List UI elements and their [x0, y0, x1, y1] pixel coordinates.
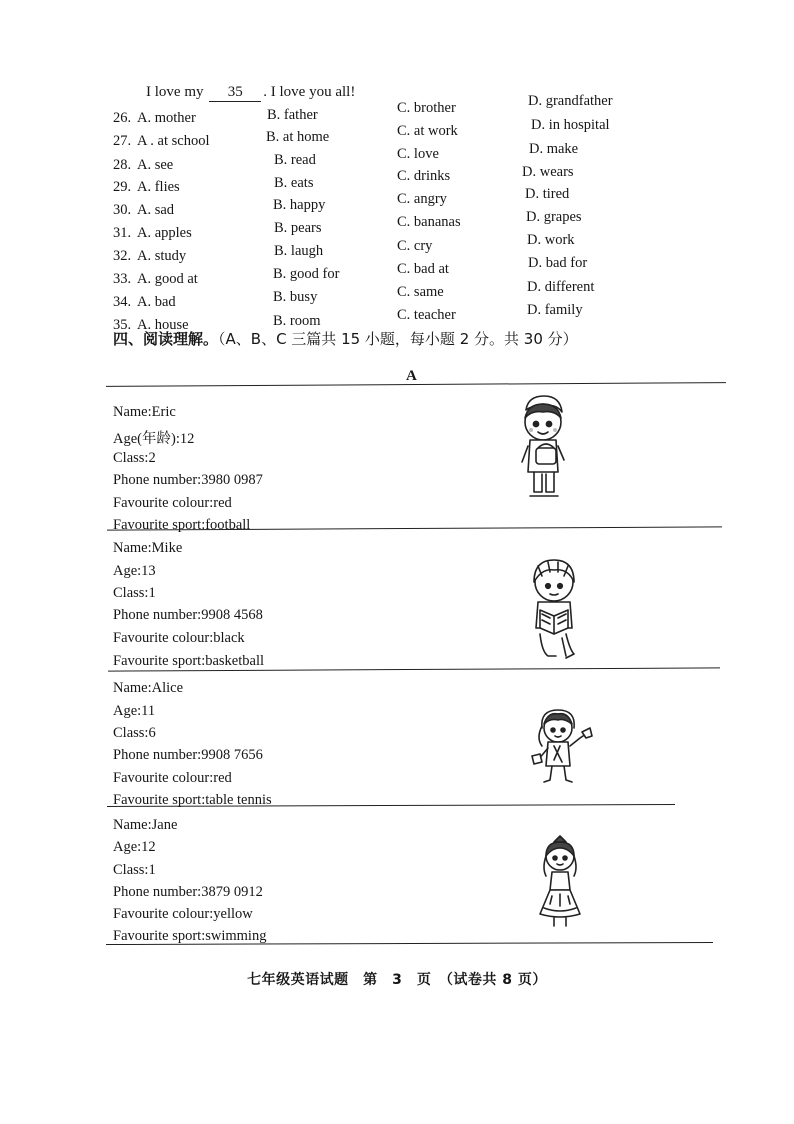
option-c: C. at work: [397, 123, 458, 139]
option-d: D. wears: [522, 164, 574, 180]
cloze-after: . I love you all!: [263, 84, 356, 100]
card-age: Age:13: [113, 563, 156, 579]
page-footer: 七年级英语试题 第 3 页 （试卷共 8 页）: [247, 972, 547, 988]
girl-dress-icon: [532, 834, 588, 930]
option-d: D. bad for: [528, 255, 588, 271]
option-b: B. pears: [274, 220, 322, 236]
option-a: A. study: [137, 248, 187, 264]
option-d: D. grapes: [526, 209, 582, 225]
section-instruction: （A、B、C 三篇共 15 小题，每小题 2 分。共 30 分）: [218, 330, 578, 348]
option-d: D. in hospital: [531, 117, 610, 133]
option-b: B. busy: [273, 289, 318, 305]
option-a: A. bad: [137, 294, 176, 310]
question-number: 26.: [113, 110, 132, 126]
option-c: C. cry: [397, 238, 433, 254]
option-a: A. sad: [137, 202, 175, 218]
option-d: D. grandfather: [528, 93, 613, 109]
option-c: C. love: [397, 146, 439, 162]
card-colour: Favourite colour:yellow: [113, 906, 253, 922]
option-b: B. eats: [274, 175, 314, 191]
option-a: A. see: [137, 157, 174, 173]
boy-with-bag-icon: [512, 392, 574, 502]
card-name: Name:Alice: [113, 680, 184, 696]
card-sport: Favourite sport:basketball: [113, 653, 265, 669]
option-b: B. happy: [273, 197, 326, 213]
option-c: C. brother: [397, 100, 456, 116]
card-colour: Favourite colour:red: [113, 495, 232, 511]
option-a: A. good at: [137, 271, 198, 287]
option-b: B. read: [274, 152, 316, 168]
card-colour: Favourite colour:red: [113, 770, 232, 786]
option-d: D. tired: [525, 186, 570, 202]
option-d: D. work: [527, 232, 575, 248]
question-number: 35.: [113, 317, 132, 333]
card-class: Class:6: [113, 725, 156, 741]
question-number: 30.: [113, 202, 132, 218]
option-c: C. teacher: [397, 307, 456, 323]
card-class: Class:2: [113, 450, 156, 466]
question-number: 33.: [113, 271, 132, 287]
section-header: [113, 328, 578, 349]
card-age: Age:11: [113, 703, 156, 719]
cloze-sentence: [146, 84, 355, 102]
card-phone: Phone number:3879 0912: [113, 884, 263, 900]
cloze-blank: 35: [209, 84, 261, 102]
option-b: B. father: [267, 107, 318, 123]
option-c: C. bananas: [397, 214, 461, 230]
cloze-before: I love my: [146, 84, 204, 100]
card-phone: Phone number:9908 7656: [113, 747, 263, 763]
question-number: 28.: [113, 157, 132, 173]
option-d: D. family: [527, 302, 583, 318]
question-number: 31.: [113, 225, 132, 241]
option-c: C. drinks: [397, 168, 451, 184]
section-title: 四、阅读理解。: [113, 330, 219, 348]
card-age: Age:12: [113, 839, 156, 855]
card-phone: Phone number:9908 4568: [113, 607, 263, 623]
card-sport: Favourite sport:football: [113, 517, 251, 533]
option-b: B. room: [273, 313, 321, 329]
option-c: C. same: [397, 284, 444, 300]
question-number: 32.: [113, 248, 132, 264]
card-age: Age(年龄):12: [113, 431, 195, 447]
card-colour: Favourite colour:black: [113, 630, 245, 646]
option-a: A. mother: [137, 110, 196, 126]
option-d: D. different: [527, 279, 595, 295]
option-b: B. at home: [266, 129, 330, 145]
card-class: Class:1: [113, 585, 156, 601]
passage-letter: A: [406, 368, 417, 384]
question-number: 27.: [113, 133, 132, 149]
option-a: A. house: [137, 317, 189, 333]
option-b: B. good for: [273, 266, 340, 282]
card-class: Class:1: [113, 862, 156, 878]
card-sport: Favourite sport:swimming: [113, 928, 267, 944]
girl-waving-icon: [520, 704, 606, 790]
card-name: Name:Jane: [113, 817, 178, 833]
option-a: A . at school: [137, 133, 210, 149]
option-c: C. bad at: [397, 261, 449, 277]
option-c: C. angry: [397, 191, 447, 207]
card-name: Name:Mike: [113, 540, 183, 556]
option-a: A. apples: [137, 225, 192, 241]
question-number: 34.: [113, 294, 132, 310]
question-number: 29.: [113, 179, 132, 195]
option-a: A. flies: [137, 179, 180, 195]
card-sport: Favourite sport:table tennis: [113, 792, 272, 808]
option-d: D. make: [529, 141, 579, 157]
option-b: B. laugh: [274, 243, 324, 259]
boy-reading-icon: [522, 552, 586, 662]
card-phone: Phone number:3980 0987: [113, 472, 263, 488]
card-name: Name:Eric: [113, 404, 176, 420]
